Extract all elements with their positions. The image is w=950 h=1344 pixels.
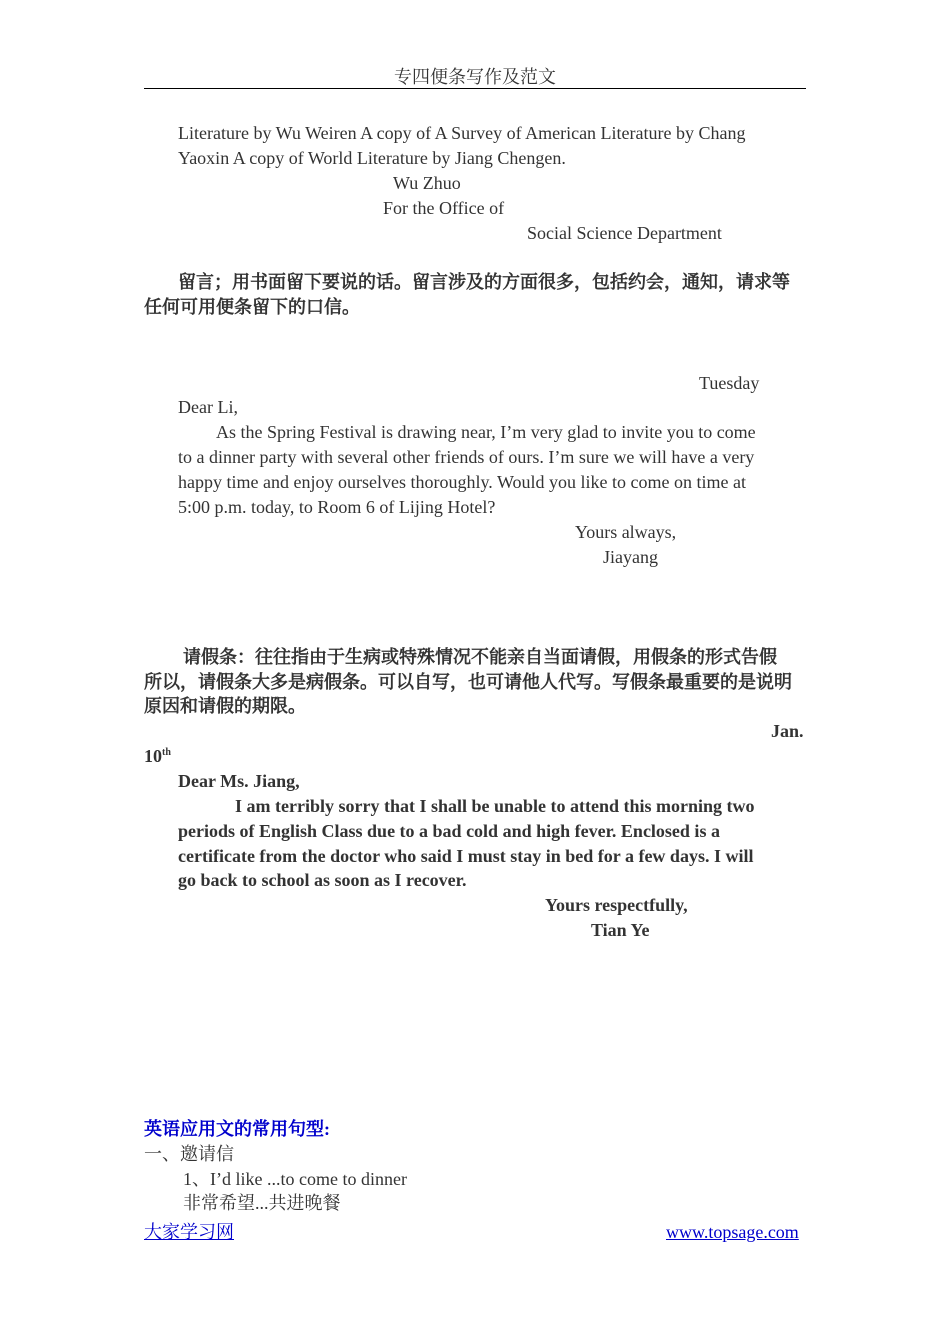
notice-department: Social Science Department	[527, 223, 722, 243]
leave-body-line-2: periods of English Class due to a bad cold and high fever. Enclosed is a	[178, 821, 720, 841]
page-header-title: 专四便条写作及范文	[394, 67, 556, 87]
leave-date-day-suffix: th	[162, 747, 171, 758]
invitation-signature: Jiayang	[603, 547, 658, 567]
leave-date-day	[144, 744, 171, 769]
patterns-item-1-chinese: 非常希望...共进晚餐	[183, 1193, 341, 1213]
message-intro-line-1: 留言；用书面留下要说的话。留言涉及的方面很多，包括约会，通知，请求等	[178, 272, 790, 292]
footer-url-link[interactable]: www.topsage.com	[666, 1222, 799, 1242]
header-rule	[144, 88, 806, 89]
leave-date-month: Jan.	[771, 721, 804, 741]
invitation-date: Tuesday	[699, 373, 760, 393]
invitation-salutation: Dear Li,	[178, 397, 238, 417]
leave-body-line-3: certificate from the doctor who said I must stay in bed for a few days. I will	[178, 846, 754, 866]
patterns-heading: 英语应用文的常用句型:	[144, 1119, 330, 1139]
leave-body-line-4: go back to school as soon as I recover.	[178, 870, 467, 890]
notice-line-1: Literature by Wu Weiren A copy of A Survey of American Literature by Chang	[178, 123, 746, 143]
invitation-body-line-4: 5:00 p.m. today, to Room 6 of Lijing Hotel?	[178, 497, 496, 517]
leave-salutation: Dear Ms. Jiang,	[178, 771, 300, 791]
notice-signer: Wu Zhuo	[393, 173, 461, 193]
invitation-body-line-1: As the Spring Festival is drawing near, I’m very glad to invite you to come	[216, 422, 756, 442]
leave-intro-line-2: 所以，请假条大多是病假条。可以自写，也可请他人代写。写假条最重要的是说明	[144, 672, 792, 692]
patterns-section-1: 一、邀请信	[144, 1144, 234, 1164]
notice-for-line: For the Office of	[383, 198, 505, 218]
invitation-body-line-2: to a dinner party with several other friends of ours. I’m sure we will have a very	[178, 447, 755, 467]
leave-intro-line-3: 原因和请假的期限。	[144, 696, 306, 716]
patterns-item-1: 1、I’d like ...to come to dinner	[183, 1169, 407, 1189]
notice-line-2: Yaoxin A copy of World Literature by Jiang Chengen.	[178, 148, 566, 168]
invitation-body-line-3: happy time and enjoy ourselves thoroughly. Would you like to come on time at	[178, 472, 746, 492]
leave-signature: Tian Ye	[591, 920, 650, 940]
message-intro-line-2: 任何可用便条留下的口信。	[144, 297, 360, 317]
leave-intro-line-1: 请假条：往往指由于生病或特殊情况不能亲自当面请假，用假条的形式告假	[183, 647, 777, 667]
leave-closing: Yours respectfully,	[545, 895, 688, 915]
leave-body-line-1: I am terribly sorry that I shall be unable to attend this morning two	[235, 796, 755, 816]
invitation-closing: Yours always,	[575, 522, 677, 542]
leave-date-day-number: 10	[144, 746, 162, 766]
footer-site-name-link[interactable]: 大家学习网	[144, 1222, 234, 1242]
